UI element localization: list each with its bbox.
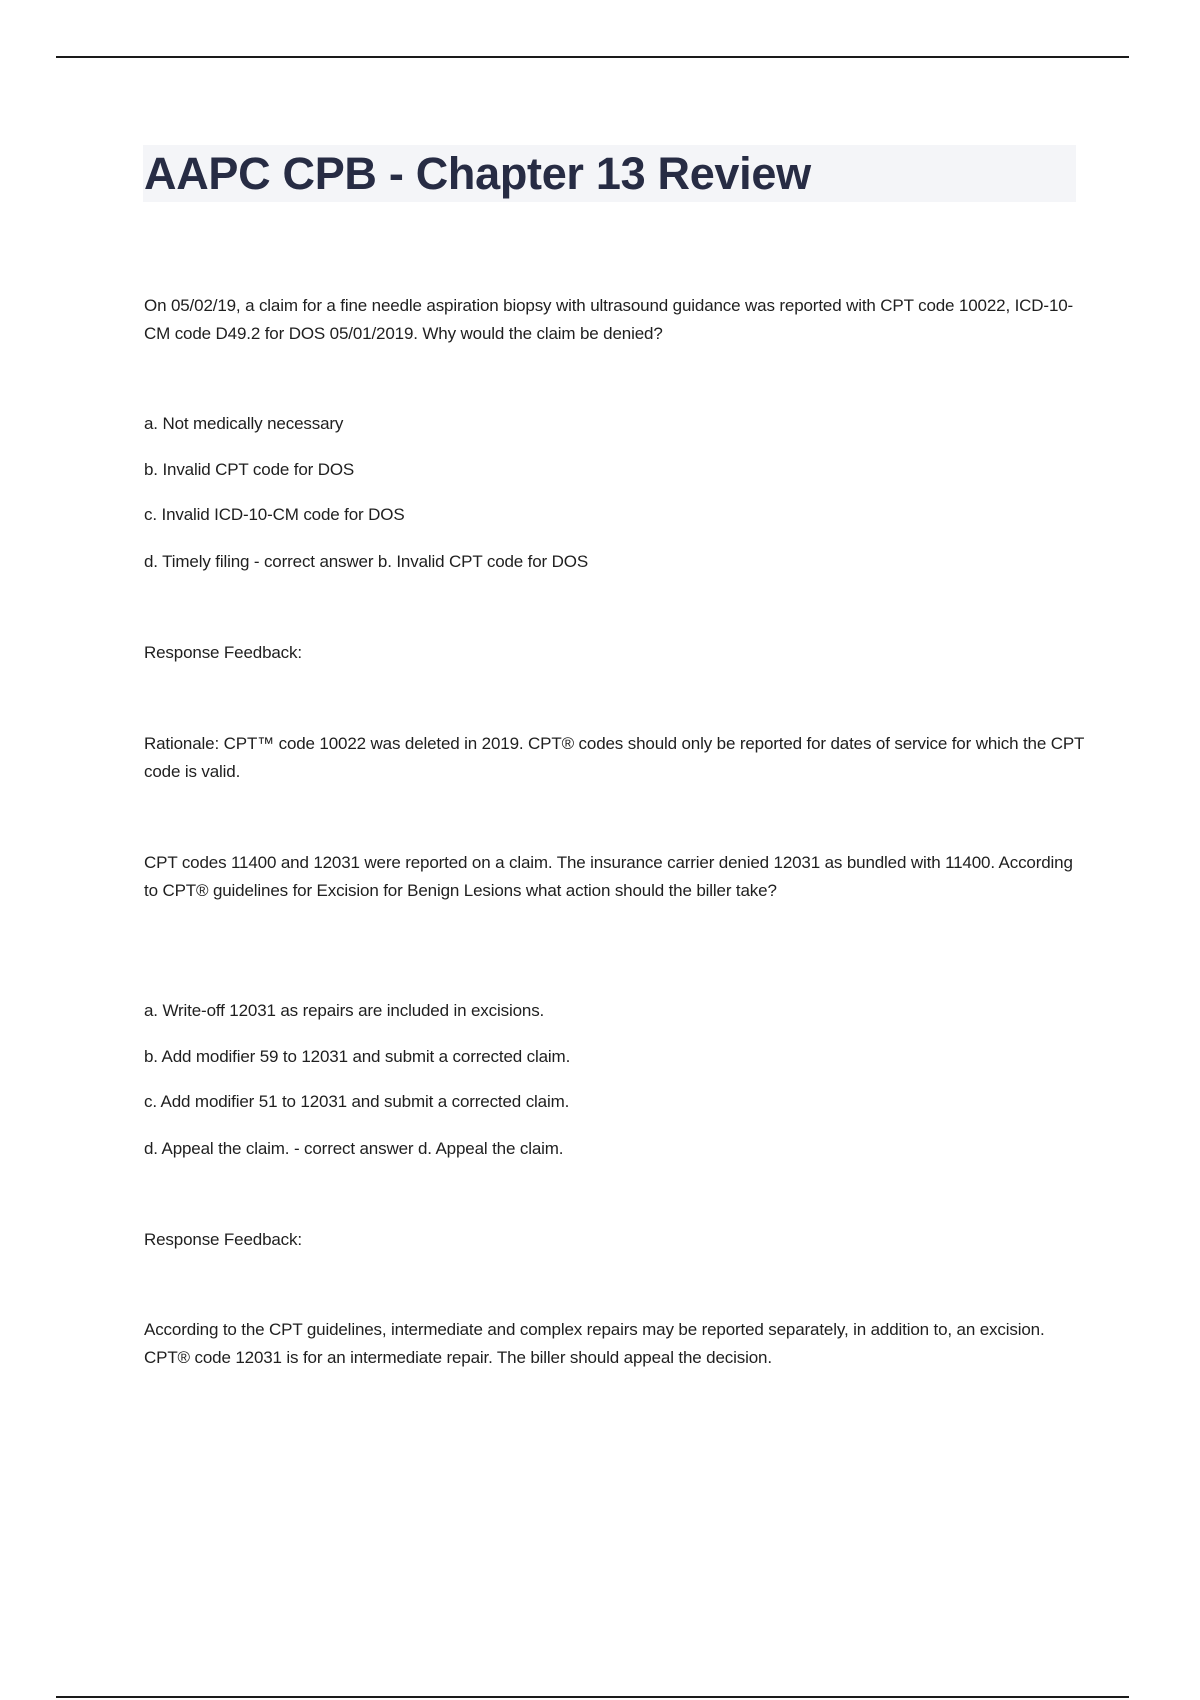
question-2-option-a: a. Write-off 12031 as repairs are included in excisions. xyxy=(144,1001,545,1020)
question-2-feedback: According to the CPT guidelines, intermediate and complex repairs may be reported separately, in addition to, an excision. CPT® code 12031 is for an intermediate repair. The biller should appeal the decision. xyxy=(144,1320,1045,1367)
question-2-option-c: c. Add modifier 51 to 12031 and submit a corrected claim. xyxy=(144,1092,570,1111)
question-1-option-a: a. Not medically necessary xyxy=(144,414,344,433)
question-1-feedback-label: Response Feedback: xyxy=(144,643,302,662)
question-2-text: CPT codes 11400 and 12031 were reported on a claim. The insurance carrier denied 12031 as bundled with 11400. According to CPT® guidelines for Excision for Benign Lesions what action should the biller take? xyxy=(144,853,1073,900)
question-1-option-c: c. Invalid ICD-10-CM code for DOS xyxy=(144,505,405,524)
question-2-option-b: b. Add modifier 59 to 12031 and submit a corrected claim. xyxy=(144,1047,571,1066)
question-1-option-d: d. Timely filing - correct answer b. Invalid CPT code for DOS xyxy=(144,552,589,571)
footer-rule xyxy=(56,1696,1129,1698)
question-1-option-b: b. Invalid CPT code for DOS xyxy=(144,460,355,479)
question-2-feedback-label: Response Feedback: xyxy=(144,1230,302,1249)
question-1-feedback: Rationale: CPT™ code 10022 was deleted in 2019. CPT® codes should only be reported for dates of service for which the CPT code is valid. xyxy=(144,734,1084,781)
document-title: AAPC CPB - Chapter 13 Review xyxy=(144,148,811,199)
header-rule xyxy=(56,56,1129,58)
question-2-option-d: d. Appeal the claim. - correct answer d. Appeal the claim. xyxy=(144,1139,564,1158)
question-1-text: On 05/02/19, a claim for a fine needle aspiration biopsy with ultrasound guidance was reported with CPT code 10022, ICD-10-CM code D49.2 for DOS 05/01/2019. Why would the claim be denied? xyxy=(144,296,1074,343)
